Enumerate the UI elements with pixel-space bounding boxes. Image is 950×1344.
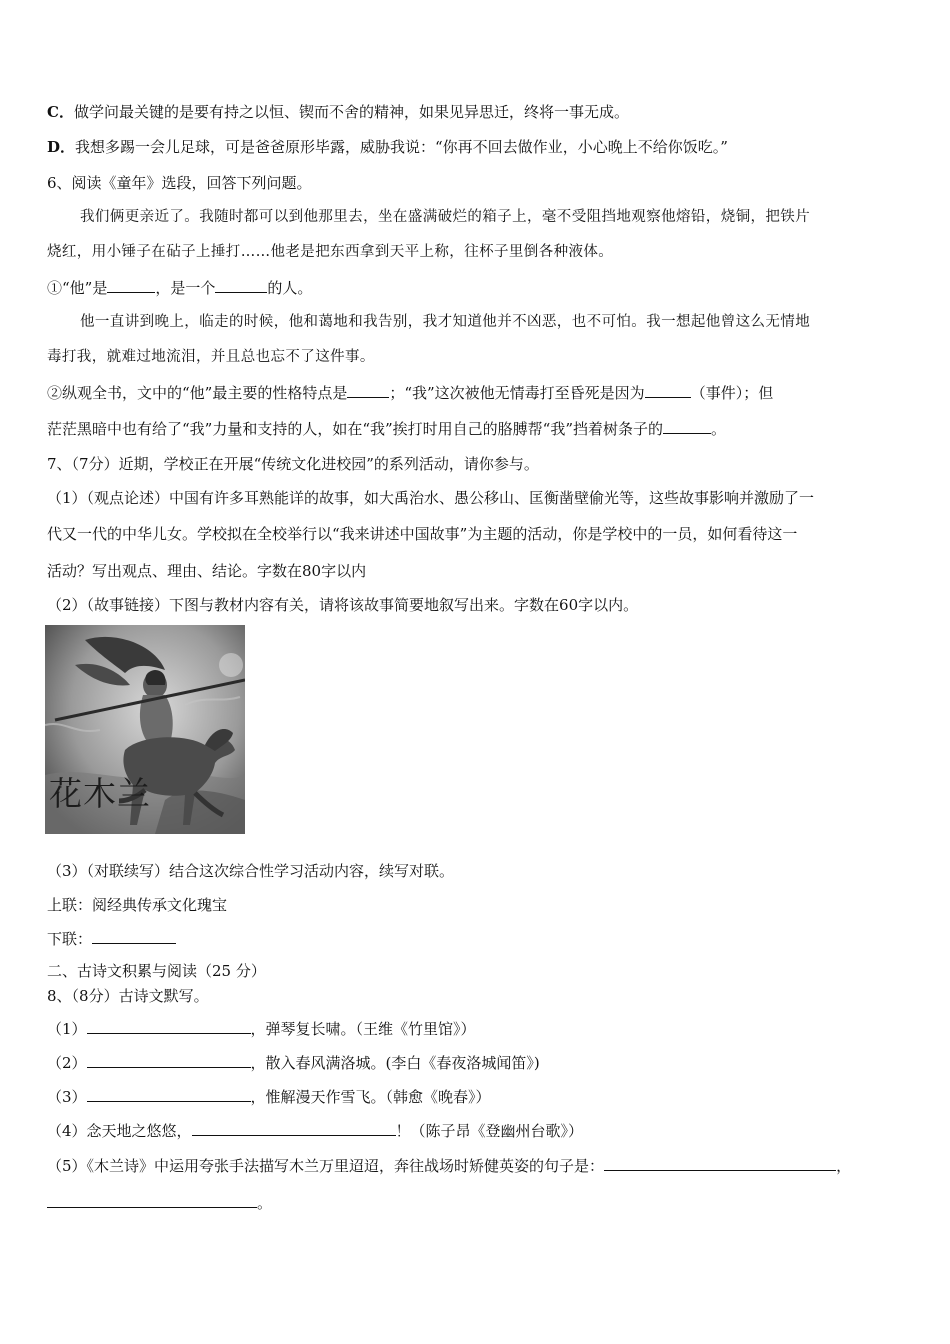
- q7-part1-line1: （1）（观点论述）中国有许多耳熟能详的故事，如大禹治水、愚公移山、匡衡凿壁偷光等，这些故事影响并激励了一: [47, 489, 815, 507]
- option-c-text: 做学问最关键的是要有持之以恒、锲而不舍的精神，如果见异思迁，终将一事无成。: [73, 103, 629, 121]
- q8-line5-continued: [47, 1193, 272, 1213]
- q8-line5-text-c: 。: [257, 1194, 273, 1212]
- q8-line5-text-a: （5）《木兰诗》中运用夸张手法描写木兰万里迢迢，奔往战场时矫健英姿的句子是：: [47, 1157, 605, 1175]
- q6-sub2-text-d: 茫茫黑暗中也有给了“我”力量和支持的人，如在“我”挨打时用自己的胳膊帮“我”挡着树条子的: [47, 420, 664, 438]
- answer-blank[interactable]: [47, 1193, 257, 1208]
- section2-title: 二、古诗文积累与阅读（25 分）: [47, 962, 266, 980]
- q8-line3: [47, 1087, 491, 1107]
- couplet-lower-label: 下联：: [47, 930, 93, 948]
- q7-part1-line3: 活动？写出观点、理由、结论。字数在80字以内: [47, 562, 367, 580]
- q6-passage2-line1: 他一直讲到晚上，临走的时候，他和蔼地和我告别，我才知道他并不凶恶，也不可怕。我一想起他曾这么无情地: [80, 314, 811, 330]
- q8-line4: [47, 1121, 583, 1141]
- q6-sub2-text-b: ；“我”这次被他无情毒打至昏死是因为: [389, 384, 645, 402]
- answer-blank[interactable]: [192, 1121, 396, 1136]
- answer-blank[interactable]: [347, 383, 389, 398]
- q6-title: 6、阅读《童年》选段，回答下列问题。: [47, 174, 312, 192]
- q8-line2-num: （2）: [47, 1054, 87, 1072]
- q6-sub1: [47, 278, 312, 298]
- answer-blank[interactable]: [87, 1053, 251, 1068]
- q6-passage2-line2: 毒打我，就难过地流泪，并且总也忘不了这件事。: [47, 349, 375, 365]
- q8-line3-num: （3）: [47, 1088, 87, 1106]
- q6-sub2-text-e: 。: [711, 420, 727, 438]
- q8-line1-text: ，弹琴复长啸。（王维《竹里馆》）: [250, 1020, 476, 1038]
- option-c: [47, 102, 629, 122]
- q6-sub2-text-c: （事件）；但: [690, 384, 774, 402]
- q8-line4-text-b: ！（陈子昂《登幽州台歌》）: [395, 1122, 584, 1140]
- q8-line3-text: ，惟解漫天作雪飞。（韩愈《晚春》）: [250, 1088, 491, 1106]
- answer-blank[interactable]: [87, 1087, 251, 1102]
- answer-blank[interactable]: [663, 419, 711, 434]
- q8-title: 8、（8分）古诗文默写。: [47, 987, 209, 1005]
- painting-caption: 花木兰: [49, 774, 151, 813]
- q6-sub2-line2: [47, 419, 726, 439]
- q8-line1: [47, 1019, 476, 1039]
- option-d-text: 我想多踢一会儿足球，可是爸爸原形毕露，威胁我说：“你再不回去做作业，小心晚上不给你饭吃。”: [75, 138, 728, 156]
- q8-line2: [47, 1053, 540, 1073]
- q6-sub2-text-a: ②纵观全书，文中的“他”最主要的性格特点是: [47, 384, 348, 402]
- q7-part2: （2）（故事链接）下图与教材内容有关，请将该故事简要地叙写出来。字数在60字以内。: [47, 596, 639, 614]
- answer-blank[interactable]: [107, 278, 155, 293]
- q8-line5-text-b: ，: [836, 1157, 852, 1175]
- q7-part3: （3）（对联续写）结合这次综合性学习活动内容，续写对联。: [47, 862, 455, 880]
- q8-line2-text: ，散入春风满洛城。(李白《春夜洛城闻笛》): [250, 1054, 540, 1072]
- answer-blank[interactable]: [645, 383, 691, 398]
- q6-sub2-line1: [47, 383, 773, 403]
- q6-sub1-text-c: 的人。: [267, 279, 313, 297]
- q6-sub1-text-b: ，是一个: [155, 279, 216, 297]
- mulan-painting: [45, 625, 245, 834]
- q8-line5: [47, 1156, 851, 1176]
- q7-part1-line2: 代又一代的中华儿女。学校拟在全校举行以“我来讲述中国故事”为主题的活动，你是学校中的一员，如何看待这一: [47, 525, 798, 543]
- q6-passage1-line1: 我们俩更亲近了。我随时都可以到他那里去，坐在盛满破烂的箱子上，毫不受阻挡地观察他熔铅，烧铜，把铁片: [80, 209, 811, 225]
- answer-blank[interactable]: [92, 929, 176, 944]
- couplet-lower: [47, 929, 176, 949]
- answer-blank[interactable]: [215, 278, 267, 293]
- couplet-upper: 上联：阅经典传承文化瑰宝: [47, 896, 228, 914]
- q6-passage1-line2: 烧红，用小锤子在砧子上捶打……他老是把东西拿到天平上称，往杯子里倒各种液体。: [47, 244, 614, 260]
- q7-title: 7、（7分）近期，学校正在开展“传统文化进校园”的系列活动，请你参与。: [47, 455, 539, 473]
- option-d: [47, 137, 728, 157]
- q6-sub1-text-a: ①“他”是: [47, 279, 108, 297]
- answer-blank[interactable]: [604, 1156, 836, 1171]
- q8-line1-num: （1）: [47, 1020, 87, 1038]
- answer-blank[interactable]: [87, 1019, 251, 1034]
- q8-line4-text-a: （4）念天地之悠悠，: [47, 1122, 192, 1140]
- option-c-label: C．: [47, 103, 74, 121]
- option-d-label: D．: [47, 138, 76, 156]
